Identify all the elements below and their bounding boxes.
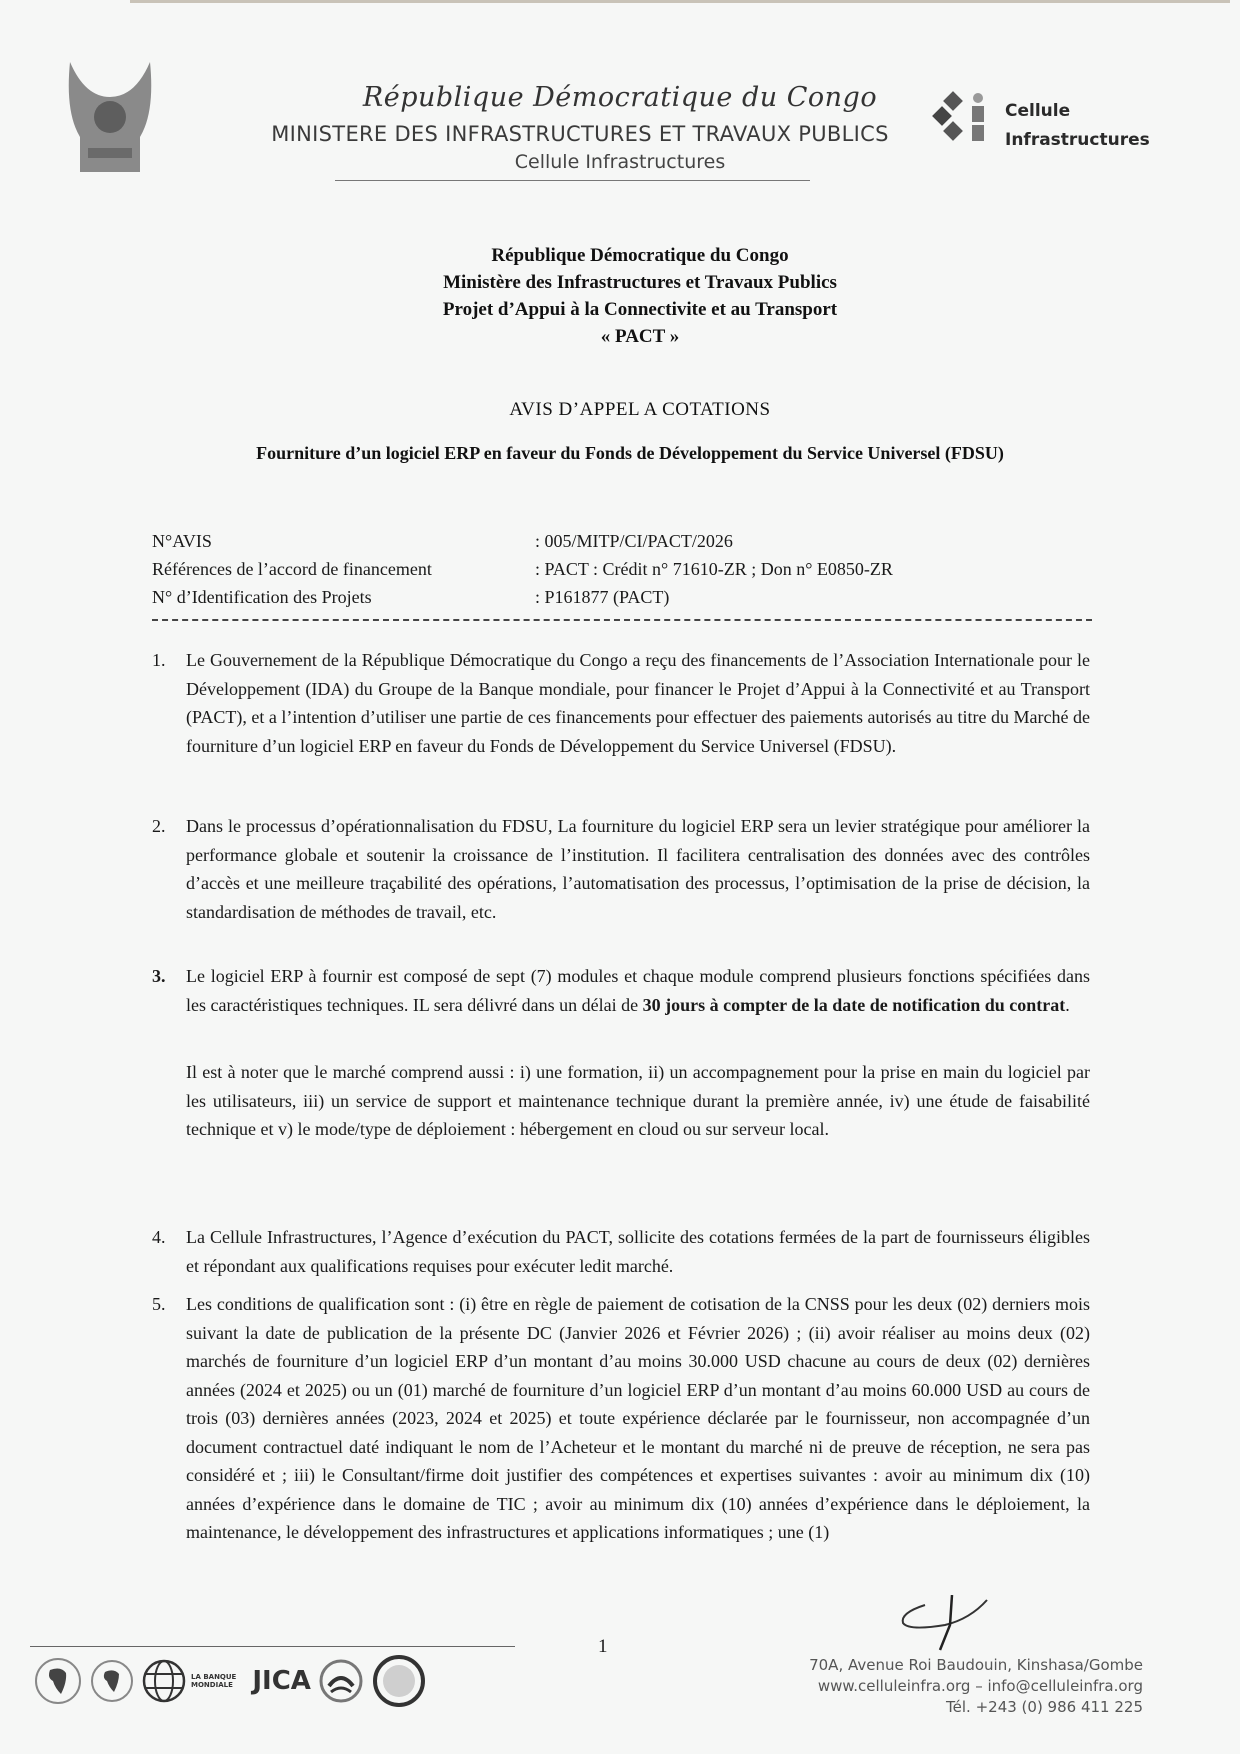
paragraph-1: [152, 646, 1090, 760]
contact-web-email: www.celluleinfra.org – info@celluleinfra.org: [817, 1677, 1143, 1695]
paragraph-text: Il est à noter que le marché comprend aussi : i) une formation, ii) un accompagnement pour la prise en main du logiciel par les utilisateurs, iii) un service de support et maintenance technique durant la première année, iv) une étude de faisabilité technique et v) le mode/type de déploiement : hébergement en cloud ou sur serveur local.: [186, 1062, 1090, 1139]
footer-address: [760, 1655, 1143, 1718]
world-bank-label-line2: MONDIALE: [191, 1681, 233, 1689]
paragraph-number: 5.: [152, 1294, 166, 1314]
header-project: Projet d’Appui à la Connectivite et au Transport: [442, 299, 838, 320]
logo-text-line1: Cellule: [1005, 101, 1071, 121]
badea-logo-icon: [317, 1656, 365, 1706]
paragraph-3-note: [186, 1058, 1090, 1144]
cellule-logo-text: [1005, 97, 1150, 155]
african-development-bank-logo-icon: [33, 1656, 83, 1706]
reference-value: : P161877 (PACT): [535, 587, 670, 607]
address-line: 70A, Avenue Roi Baudouin, Kinshasa/Gombe: [809, 1656, 1143, 1674]
drc-coat-of-arms-icon: [60, 52, 160, 182]
paragraph-number: 2.: [152, 816, 166, 836]
logo-text-line2: Infrastructures: [1005, 130, 1150, 150]
paragraph-text: Dans le processus d’opérationnalisation du FDSU, La fourniture du logiciel ERP sera un levier stratégique pour améliorer la performance globale et soutenir la croissance de l’institution. Il facilitera centralisation des données avec des contrôles d’accès et une meilleure traçabilité des opérations, l’automatisation des processus, l’optimisation de la prise de décision, la standardisation de méthodes de travail, etc.: [186, 816, 1090, 922]
reference-label: Références de l’accord de financement: [152, 559, 432, 579]
paragraph-3: [152, 962, 1090, 1019]
world-bank-label-line1: LA BANQUE: [191, 1673, 237, 1681]
letterhead-country: République Démocratique du Congo: [362, 82, 878, 113]
contact-phone: Tél. +243 (0) 986 411 225: [946, 1698, 1143, 1716]
reference-label: N°AVIS: [152, 531, 212, 551]
page-number: 1: [598, 1636, 608, 1657]
letterhead-cellule: Cellule Infrastructures: [514, 151, 726, 173]
paragraph-text: La Cellule Infrastructures, l’Agence d’exécution du PACT, sollicite des cotations fermées de la part de fournisseurs éligibles et répondant aux qualifications requises pour exécuter ledit marché.: [186, 1227, 1090, 1276]
document-header: [200, 242, 1080, 350]
scan-edge: [130, 0, 1230, 3]
notice-title: AVIS D’APPEL A COTATIONS: [509, 399, 771, 420]
paragraph-number: 3.: [152, 966, 166, 986]
paragraph-5: [152, 1290, 1090, 1547]
jica-logo: JICA: [252, 1666, 311, 1696]
paragraph-number: 1.: [152, 650, 166, 670]
cellule-infrastructures-logo-icon: [932, 90, 994, 152]
african-development-fund-logo-icon: [89, 1658, 135, 1704]
paragraph-text-part: .: [1065, 994, 1070, 1015]
reference-row: [152, 527, 1112, 555]
reference-table: [152, 527, 1112, 611]
letterhead-divider: [335, 180, 810, 181]
reference-value: : 005/MITP/CI/PACT/2026: [535, 531, 733, 551]
paragraph-text: [186, 962, 1090, 1019]
footer-divider: [30, 1646, 515, 1647]
paragraph-text-part: Le logiciel ERP à fournir est composé de sept (7) modules et chaque module comprend plusieurs fonctions spécifiées dans les caractéristiques techniques. IL sera délivré dans un délai de: [186, 966, 1090, 1015]
world-bank-label: [191, 1673, 236, 1689]
delivery-deadline: 30 jours à compter de la date de notification du contrat: [642, 994, 1066, 1015]
paragraph-2: [152, 812, 1090, 926]
opec-fund-logo-icon: [371, 1653, 427, 1709]
header-ministry: Ministère des Infrastructures et Travaux Publics: [443, 272, 837, 293]
paragraph-text: Le Gouvernement de la République Démocratique du Congo a reçu des financements de l’Association Internationale pour le Développement (IDA) du Groupe de la Banque mondiale, pour financer le Projet d’Appui à la Connectivité et au Transport (PACT), et a l’intention d’utiliser une partie de ces financements pour effectuer des paiements autorisés au titre du Marché de fourniture d’un logiciel ERP en faveur du Fonds de Développement du Service Universel (FDSU).: [186, 650, 1090, 756]
paragraph-text: Les conditions de qualification sont : (i) être en règle de paiement de cotisation de la CNSS pour les deux (02) derniers mois suivant la date de publication de la présente DC (Janvier 2026 et Février 2026) ; (ii) avoir réaliser au moins deux (02) marchés de fourniture d’un logiciel ERP d’un montant d’au moins 30.000 USD chacune au cours de deux (02) dernières années (2024 et 2025) ou un (01) marché de fourniture d’un logiciel ERP d’un montant d’au moins 60.000 USD au cours de trois (03) dernières années (2023, 2024 et 2025) et toute expérience déclarée par le fournisseur, non accompagnée d’un document contractuel daté indiquant le nom de l’Acheteur et le montant du marché ni de preuve de réception, ne sera pas considéré et ; iii) le Consultant/firme doit justifier des compétences et expertises suivantes : avoir au minimum dix (10) années d’expérience dans le domaine de TIC ; avoir au minimum dix (10) années d’expérience dans le déploiement, la maintenance, le développement des infrastructures et applications informatiques ; une (1): [186, 1294, 1090, 1542]
paragraph-4: [152, 1223, 1090, 1280]
reference-label: N° d’Identification des Projets: [152, 587, 372, 607]
dashed-separator: [152, 619, 1092, 621]
letterhead-ministry: MINISTERE DES INFRASTRUCTURES ET TRAVAUX PUBLICS: [271, 122, 889, 146]
header-country: République Démocratique du Congo: [491, 245, 789, 266]
partner-logos: [33, 1651, 427, 1711]
reference-row: [152, 555, 1112, 583]
notice-subtitle: Fourniture d’un logiciel ERP en faveur du Fonds de Développement du Service Universel (FDSU): [256, 443, 1004, 463]
reference-row: [152, 583, 1112, 611]
world-bank-logo: [141, 1656, 236, 1706]
paragraph-number: 4.: [152, 1227, 166, 1247]
signature-mark: [895, 1595, 995, 1655]
header-project-acronym: « PACT »: [600, 326, 680, 347]
reference-value: : PACT : Crédit n° 71610-ZR ; Don n° E0850-ZR: [535, 559, 893, 579]
world-bank-globe-icon: [141, 1656, 187, 1706]
